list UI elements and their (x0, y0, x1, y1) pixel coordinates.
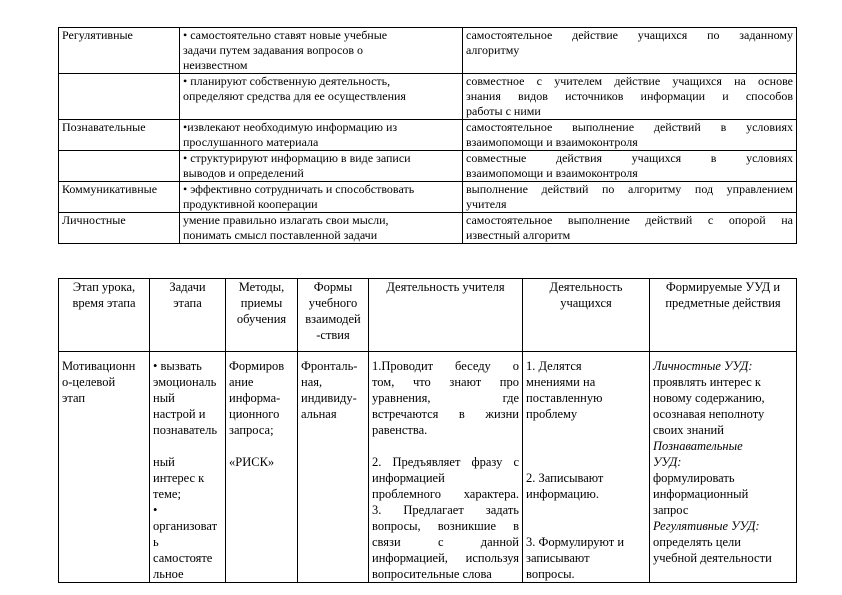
text-line: проявлять интерес к (653, 375, 761, 389)
text-line: Формируемые УУД и (665, 280, 781, 294)
text-line: мнениями на (526, 375, 596, 389)
learning-task-cell (180, 28, 463, 74)
text-line: проблемного характера. (372, 487, 519, 501)
text-line: этап (62, 391, 86, 405)
text-line (526, 422, 646, 438)
text-line: известный алгоритм (466, 228, 571, 242)
text-line: •извлекают необходимую информацию из (183, 120, 398, 134)
lesson-plan-table (58, 278, 797, 583)
text-line: -ствия (316, 328, 350, 342)
uud-category-cell: Коммуникативные (59, 182, 180, 213)
table-row (59, 120, 797, 151)
text-line: Формиров (229, 359, 285, 373)
text-line: о-целевой (62, 375, 116, 389)
text-line: самостоятельное действие учащихся по заданному (466, 28, 793, 42)
uud-category-cell: Личностные (59, 213, 180, 244)
text-line: вопросительные слова (372, 567, 492, 581)
text-line: предметные действия (665, 296, 781, 310)
text-line: 2. Предъявляет фразу с (372, 455, 519, 469)
text-line: информацией, используя (372, 551, 519, 565)
student-activity-cell (523, 352, 650, 583)
text-line: учителя (466, 197, 507, 211)
text-line: Регулятивные УУД: (653, 519, 760, 533)
text-line: своих знаний (653, 423, 724, 437)
text-line: Формы (313, 280, 353, 294)
text-line: ная, (301, 375, 323, 389)
text-line: учащихся (560, 296, 612, 310)
text-line: Фронталь- (301, 359, 358, 373)
text-line: льное (153, 567, 184, 581)
column-header (298, 279, 369, 352)
text-line: • вызвать (153, 359, 202, 373)
column-header (523, 279, 650, 352)
text-line: новому содержанию, (653, 391, 765, 405)
text-line: учебной деятельности (653, 551, 772, 565)
text-line: осознавая неполноту (653, 407, 765, 421)
stage-cell (59, 352, 150, 583)
text-line: альная (301, 407, 337, 421)
text-line: Личностные УУД: (653, 359, 753, 373)
text-line: встречаются в жизни (372, 407, 519, 421)
text-line: организоват (153, 519, 218, 533)
text-line: самостоятельное выполнение действий в условиях (466, 120, 793, 134)
text-line: интерес к (153, 471, 205, 485)
table-row (59, 151, 797, 182)
text-line: равенства. (372, 423, 428, 437)
column-header (369, 279, 523, 352)
forms-cell (298, 352, 369, 583)
text-line: Познавательные (653, 439, 743, 453)
text-line: Деятельность (549, 280, 623, 294)
text-line: ный (153, 455, 175, 469)
text-line: уравнения, где (372, 391, 519, 405)
text-line: алгоритму (466, 43, 520, 57)
text-line (526, 502, 646, 518)
table-row (59, 28, 797, 74)
text-line: Деятельность учителя (386, 280, 505, 294)
uud-category-cell: Регулятивные (59, 28, 180, 74)
text-line: работы с ними (466, 104, 541, 118)
methods-cell (226, 352, 298, 583)
text-line: 1. Делятся (526, 359, 582, 373)
text-line: «РИСК» (229, 455, 275, 469)
text-line: определяют средства для ее осуществления (183, 89, 406, 103)
text-line: • (153, 503, 158, 517)
text-line: 2. Записывают (526, 471, 604, 485)
text-line: прослушанного материала (183, 135, 319, 149)
text-line: выполнение действий по алгоритму под управлением (466, 182, 793, 196)
column-header (59, 279, 150, 352)
text-line: информацию. (526, 487, 600, 501)
text-line: ционного (229, 407, 280, 421)
text-line: этапа (173, 296, 202, 310)
text-line: время этапа (72, 296, 136, 310)
text-line: ный (153, 391, 175, 405)
text-line: учебного (308, 296, 358, 310)
text-line: проблему (526, 407, 578, 421)
text-line: 1.Проводит беседу о (372, 359, 519, 373)
text-line: 3. Предлагает задать (372, 503, 519, 517)
text-line (526, 438, 646, 454)
text-line (153, 438, 222, 454)
text-line: Методы, (238, 280, 285, 294)
text-line: самостоятельное выполнение действий с опорой на (466, 213, 793, 227)
text-line: записывают (526, 551, 590, 565)
student-activity-cell (463, 151, 797, 182)
text-line: • планируют собственную деятельность, (183, 74, 391, 88)
text-line: информацией (372, 471, 445, 485)
uud-activity-table (58, 27, 797, 244)
student-activity-cell (463, 120, 797, 151)
student-activity-cell (463, 182, 797, 213)
text-line: самостояте (153, 551, 213, 565)
tasks-cell (150, 352, 226, 583)
text-line: ание (229, 375, 254, 389)
text-line: теме; (153, 487, 181, 501)
text-line: Задачи (169, 280, 206, 294)
text-line: ь (153, 535, 159, 549)
text-line: неизвестном (183, 58, 248, 72)
header-row (59, 279, 797, 352)
column-header (150, 279, 226, 352)
student-activity-cell (463, 74, 797, 120)
teacher-activity-cell (369, 352, 523, 583)
text-line: Мотивационн (62, 359, 136, 373)
learning-task-cell (180, 74, 463, 120)
text-line: • структурируют информацию в виде записи (183, 151, 411, 165)
text-line: обучения (236, 312, 287, 326)
text-line: запрос (653, 503, 689, 517)
uud-category-cell (59, 151, 180, 182)
text-line: умение правильно излагать свои мысли, (183, 213, 389, 227)
text-line: 3. Формулируют и (526, 535, 625, 549)
text-line: эмоциональ (153, 375, 217, 389)
table-row (59, 182, 797, 213)
student-activity-cell (463, 213, 797, 244)
text-line: продуктивной кооперации (183, 197, 318, 211)
text-line: поставленную (526, 391, 603, 405)
text-line: взаимодей (305, 312, 361, 326)
learning-task-cell (180, 151, 463, 182)
text-line: запроса; (229, 423, 274, 437)
text-line: индивиду- (301, 391, 357, 405)
text-line (526, 454, 646, 470)
student-activity-cell (463, 28, 797, 74)
text-line (372, 438, 519, 454)
text-line: взаимопомощи и взаимоконтроля (466, 135, 638, 149)
text-line: совместные действия учащихся в условиях (466, 151, 793, 165)
text-line: задачи путем задавания вопросов о (183, 43, 364, 57)
text-line: познаватель (153, 423, 218, 437)
text-line: том, что знают про (372, 375, 519, 389)
text-line: понимать смысл поставленной задачи (183, 228, 378, 242)
column-header (650, 279, 797, 352)
uud-category-cell (59, 74, 180, 120)
column-header (226, 279, 298, 352)
text-line: информационный (653, 487, 749, 501)
text-line: формулировать (653, 471, 735, 485)
table-row (59, 213, 797, 244)
text-line: Этап урока, (72, 280, 136, 294)
table-row (59, 74, 797, 120)
text-line: совместное с учителем действие учащихся на основе (466, 74, 793, 88)
table-row (59, 352, 797, 583)
text-line: взаимопомощи и взаимоконтроля (466, 166, 638, 180)
text-line (526, 518, 646, 534)
text-line: выводов и определений (183, 166, 304, 180)
uud-results-cell (650, 352, 797, 583)
text-line: настрой и (153, 407, 206, 421)
text-line: вопросы, возникшие в (372, 519, 519, 533)
text-line (229, 438, 294, 454)
text-line: связи с данной (372, 535, 519, 549)
text-line: знания видов источников информации и способов (466, 89, 793, 103)
text-line: УУД: (653, 455, 682, 469)
learning-task-cell (180, 182, 463, 213)
uud-category-cell: Познавательные (59, 120, 180, 151)
text-line: вопросы. (526, 567, 575, 581)
text-line: • эффективно сотрудничать и способствовать (183, 182, 415, 196)
text-line: определять цели (653, 535, 741, 549)
text-line: приемы (240, 296, 283, 310)
learning-task-cell (180, 120, 463, 151)
text-line: • самостоятельно ставят новые учебные (183, 28, 388, 42)
text-line: информа- (229, 391, 281, 405)
learning-task-cell (180, 213, 463, 244)
